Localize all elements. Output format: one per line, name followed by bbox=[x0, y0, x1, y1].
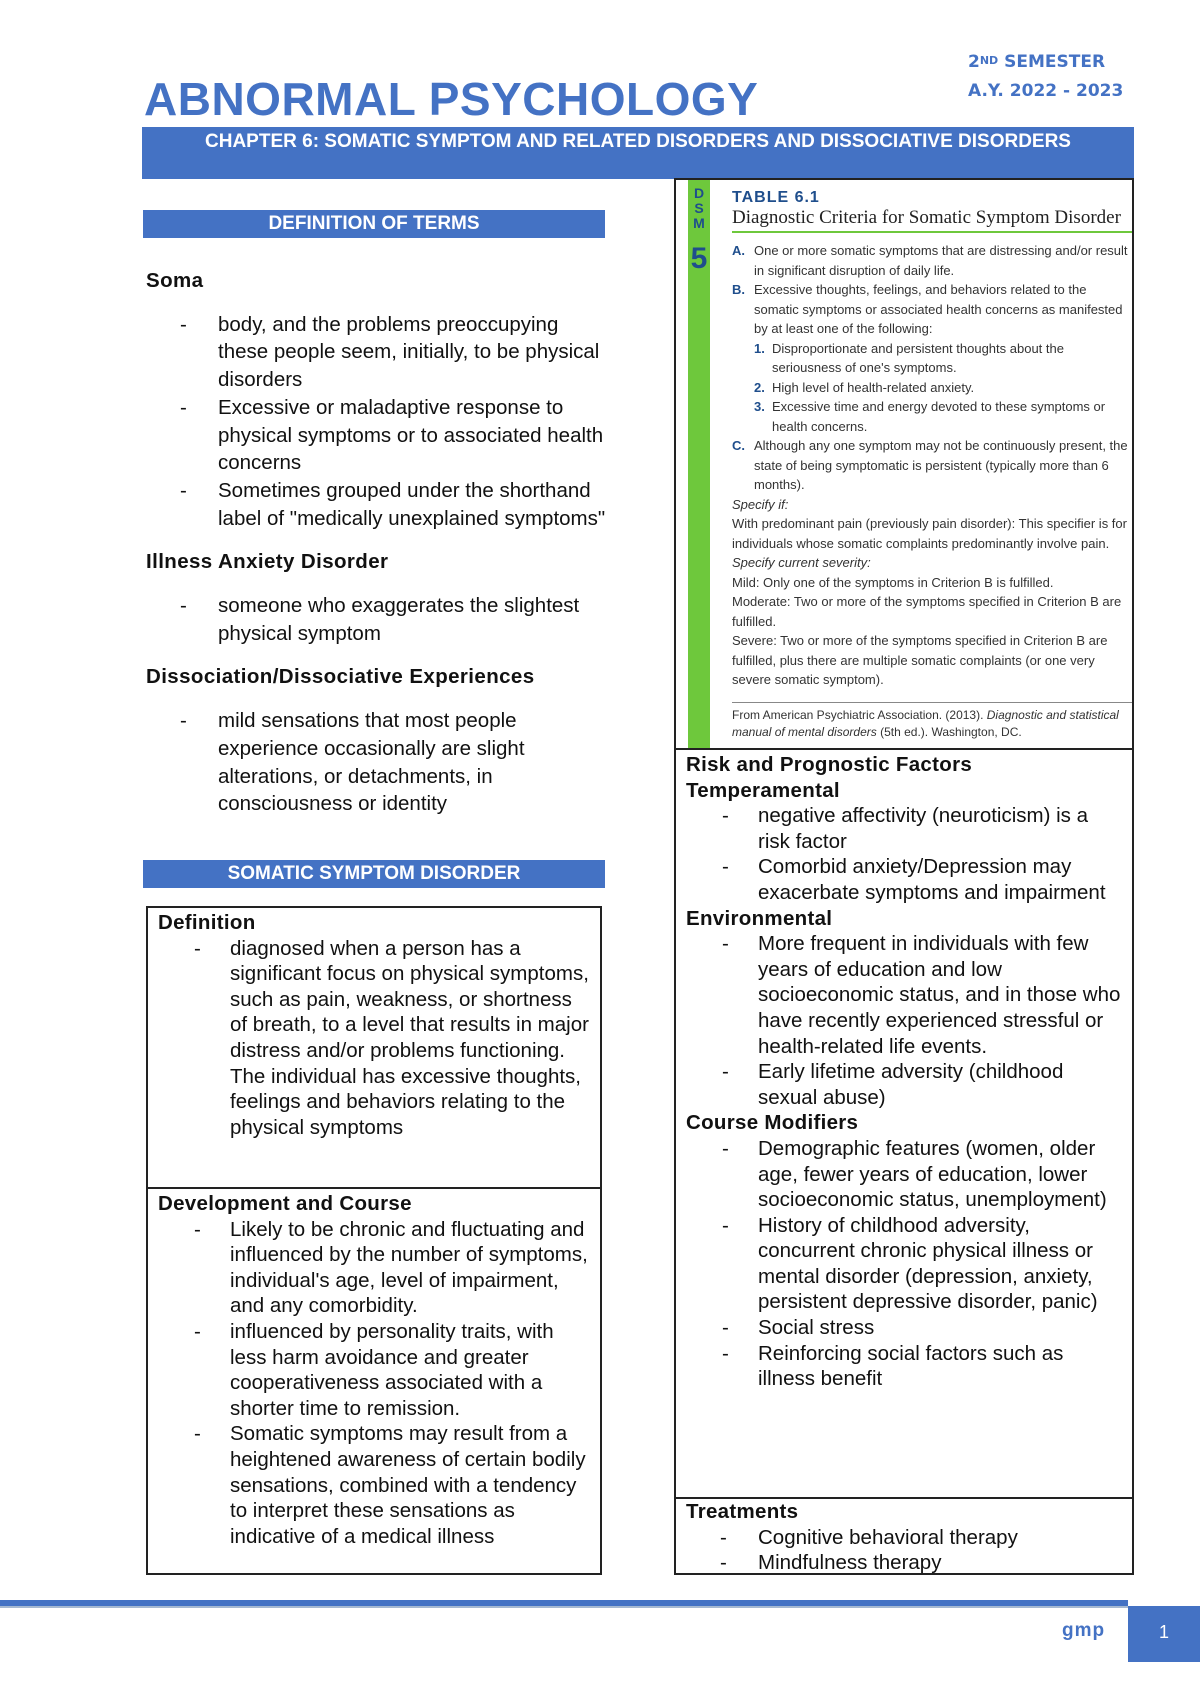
list-item: - Demographic features (women, older age, fewer years of education, lower socioeconomic status, unemployment) bbox=[758, 1136, 1122, 1213]
definition-points bbox=[158, 936, 590, 1141]
list-item: - negative affectivity (neuroticism) is a risk factor bbox=[758, 803, 1122, 854]
severity-mild: Mild: Only one of the symptoms in Criterion B is fulfilled. bbox=[732, 574, 1054, 590]
specify-severity-label: Specify current severity: bbox=[732, 555, 871, 570]
source-title: Diagnostic and statistical manual of mental disorders bbox=[732, 707, 1119, 739]
dsm-table-label: TABLE 6.1 bbox=[732, 189, 820, 206]
development-cell bbox=[148, 1189, 600, 1549]
subcriterion-1 bbox=[732, 339, 1132, 378]
subcriterion-key: 2. bbox=[754, 379, 765, 395]
term-illness-anxiety: Illness Anxiety Disorder bbox=[146, 550, 389, 574]
term-soma: Soma bbox=[146, 269, 204, 292]
subcriterion-key: 3. bbox=[754, 399, 765, 414]
term-dissociation: Dissociation/Dissociative Experiences bbox=[146, 665, 535, 689]
subcriterion-text: Excessive time and energy devoted to these symptoms or health concerns. bbox=[772, 399, 1106, 434]
subcriterion-3 bbox=[732, 397, 1132, 436]
temperamental-title: Temperamental bbox=[686, 778, 840, 802]
criterion-c bbox=[732, 436, 1132, 495]
footer-rule-shadow bbox=[0, 1606, 1128, 1608]
chapter-banner: CHAPTER 6: SOMATIC SYMPTOM AND RELATED DISORDERS AND DISSOCIATIVE DISORDERS bbox=[142, 127, 1134, 179]
footer-initials: gmp bbox=[1062, 1620, 1106, 1641]
document-title: ABNORMAL PSYCHOLOGY bbox=[144, 73, 759, 125]
criterion-key: B. bbox=[732, 282, 745, 297]
dsm-badge: D S M bbox=[693, 185, 705, 231]
soma-points bbox=[146, 311, 606, 533]
environmental-points bbox=[686, 931, 1122, 1110]
semester-label: 2ND SEMESTER bbox=[968, 52, 1106, 72]
definition-cell bbox=[148, 908, 600, 1189]
list-item: - Sometimes grouped under the shorthand label of "medically unexplained symptoms" bbox=[218, 477, 606, 532]
dsm-five-label: 5 bbox=[690, 242, 708, 275]
page-number: 1 bbox=[1128, 1606, 1200, 1662]
list-item: - Likely to be chronic and fluctuating and influenced by the number of symptoms, individual's age, level of impairment, and any comorbidity. bbox=[230, 1217, 590, 1319]
definition-of-terms-heading: DEFINITION OF TERMS bbox=[143, 210, 605, 238]
treatments-points bbox=[686, 1525, 1122, 1576]
temperamental-points bbox=[686, 803, 1122, 905]
source-prefix: From American Psychiatric Association. (2013). bbox=[732, 707, 987, 722]
list-item: - More frequent in individuals with few years of education and low socioeconomic status, and in those who have recently experienced stressful or health-related life events. bbox=[758, 931, 1122, 1059]
list-item: - influenced by personality traits, with less harm avoidance and greater cooperativeness associated with a shorter time to remission. bbox=[230, 1319, 590, 1421]
dissociation-points bbox=[146, 707, 606, 818]
list-item: - Social stress bbox=[758, 1315, 1122, 1341]
severity-severe: Severe: Two or more of the symptoms specified in Criterion B are fulfilled, plus there are multiple somatic complaints (or one very severe somatic symptom). bbox=[732, 633, 1108, 687]
criterion-b bbox=[732, 280, 1132, 339]
dsm-content bbox=[732, 188, 1132, 741]
dsm-table-title: Diagnostic Criteria for Somatic Symptom Disorder bbox=[732, 208, 1132, 234]
subcriterion-text: Disproportionate and persistent thoughts about the seriousness of one's symptoms. bbox=[772, 340, 1064, 375]
criterion-text: Although any one symptom may not be continuously present, the state of being symptomatic is persistent (typically more than 6 months). bbox=[754, 438, 1128, 492]
dsm-source bbox=[732, 702, 1132, 741]
somatic-symptom-disorder-heading: SOMATIC SYMPTOM DISORDER bbox=[143, 860, 605, 888]
severity-moderate: Moderate: Two or more of the symptoms specified in Criterion B are fulfilled. bbox=[732, 594, 1122, 629]
list-item: - mild sensations that most people experience occasionally are slight alterations, or detachments, in consciousness or identity bbox=[218, 707, 606, 818]
course-modifiers-title: Course Modifiers bbox=[686, 1111, 859, 1135]
risk-title: Risk and Prognostic Factors bbox=[686, 753, 973, 776]
specify-if-text: With predominant pain (previously pain disorder): This specifier is for individuals whose somatic complaints predominantly involve pain. bbox=[732, 516, 1127, 551]
list-item: - Comorbid anxiety/Depression may exacerbate symptoms and impairment bbox=[758, 854, 1122, 905]
list-item: - body, and the problems preoccupying these people seem, initially, to be physical disorders bbox=[218, 311, 606, 394]
academic-year: A.Y. 2022 - 2023 bbox=[968, 81, 1124, 101]
right-column-table bbox=[674, 178, 1134, 1575]
list-item: - someone who exaggerates the slightest physical symptom bbox=[218, 592, 606, 647]
environmental-title: Environmental bbox=[686, 906, 833, 930]
criterion-key: C. bbox=[732, 438, 745, 453]
subcriterion-text: High level of health-related anxiety. bbox=[772, 379, 975, 395]
illness-anxiety-points bbox=[146, 592, 606, 647]
criterion-key: A. bbox=[732, 243, 745, 258]
criterion-text: One or more somatic symptoms that are distressing and/or result in significant disruption of daily life. bbox=[754, 243, 1128, 278]
list-item: - Cognitive behavioral therapy bbox=[758, 1525, 1122, 1551]
definition-title: Definition bbox=[158, 911, 256, 934]
definition-of-terms-section bbox=[146, 267, 606, 834]
treatments-cell bbox=[676, 1499, 1132, 1576]
criterion-a bbox=[732, 241, 1132, 280]
treatments-title: Treatments bbox=[686, 1500, 799, 1523]
course-modifiers-points bbox=[686, 1136, 1122, 1392]
list-item: - Mindfulness therapy bbox=[758, 1550, 1122, 1576]
subcriterion-key: 1. bbox=[754, 340, 765, 356]
development-title: Development and Course bbox=[158, 1192, 412, 1215]
specify-if-label: Specify if: bbox=[732, 496, 789, 512]
development-points bbox=[158, 1217, 590, 1550]
somatic-symptom-disorder-table bbox=[146, 906, 602, 1575]
list-item: - Somatic symptoms may result from a heightened awareness of certain bodily sensations, combined with a tendency to interpret these sensations as indicative of a medical illness bbox=[230, 1421, 590, 1549]
subcriterion-2 bbox=[732, 378, 1132, 398]
risk-factors-cell bbox=[676, 750, 1132, 1499]
dsm-table-figure bbox=[676, 180, 1132, 750]
list-item: - Excessive or maladaptive response to physical symptoms or to associated health concerns bbox=[218, 394, 606, 477]
criterion-text: Excessive thoughts, feelings, and behaviors related to the somatic symptoms or associated health concerns as manifested by at least one of the following: bbox=[754, 282, 1123, 336]
list-item: - Early lifetime adversity (childhood sexual abuse) bbox=[758, 1059, 1122, 1110]
list-item: - diagnosed when a person has a significant focus on physical symptoms, such as pain, weakness, or shortness of breath, to a level that results in major distress and/or problems functioning. The individual has excessive thoughts, feelings and behaviors relating to the physical symptoms bbox=[230, 936, 590, 1141]
list-item: - History of childhood adversity, concurrent chronic physical illness or mental disorder (depression, anxiety, persistent depressive disorder, panic) bbox=[758, 1213, 1122, 1315]
source-suffix: (5th ed.). Washington, DC. bbox=[876, 724, 1022, 739]
list-item: - Reinforcing social factors such as illness benefit bbox=[758, 1341, 1122, 1392]
semester-info bbox=[968, 48, 1123, 106]
